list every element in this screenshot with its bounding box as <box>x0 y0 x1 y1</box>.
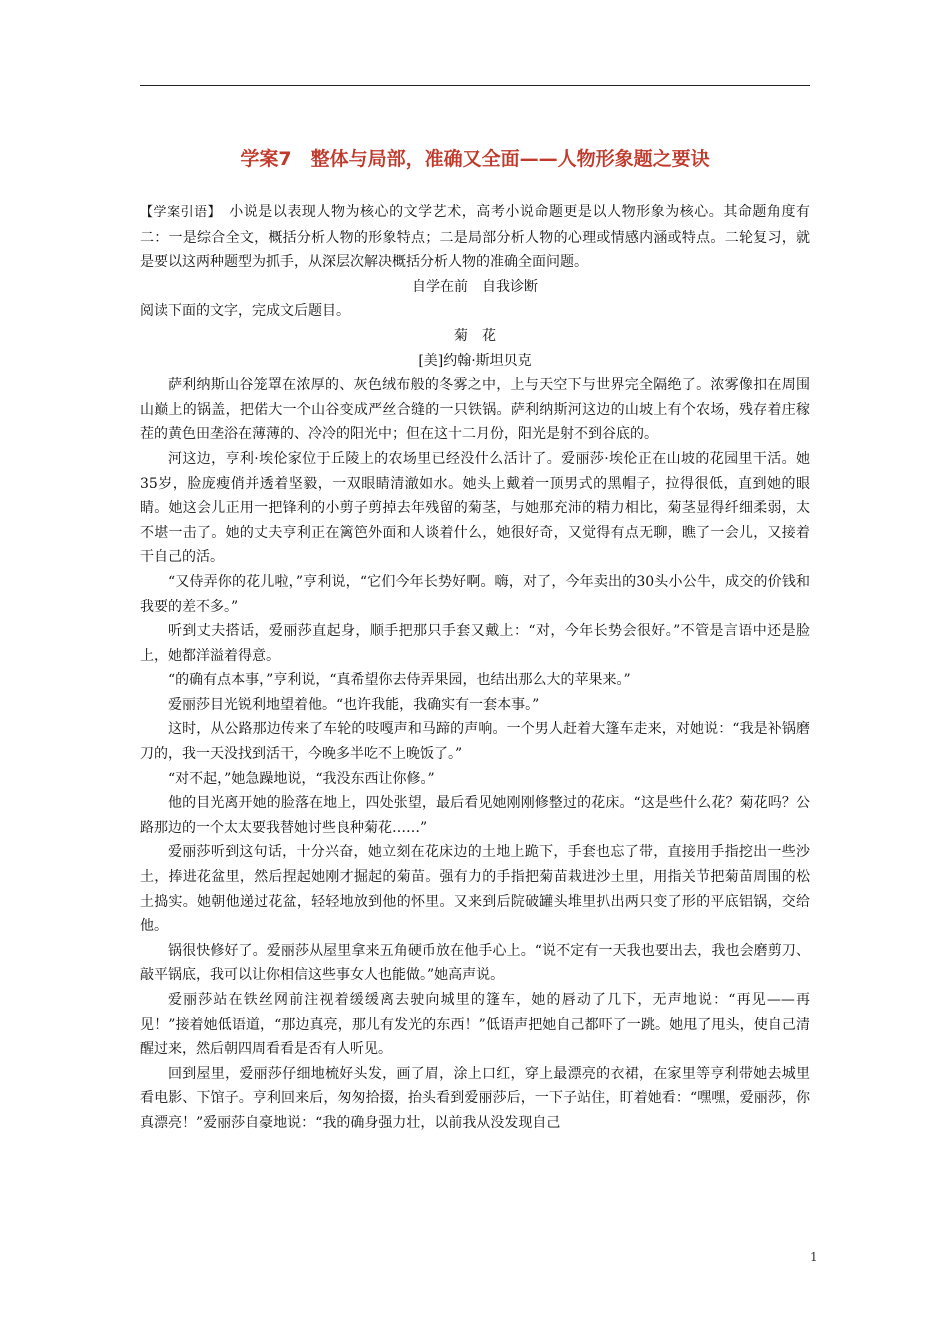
story-paragraph: “对不起，”她急躁地说，“我没东西让你修。” <box>168 770 435 787</box>
story-paragraph: 河这边，亨利·埃伦家位于丘陵上的农场里已经没什么活计了。爱丽莎·埃伦正在山坡的花园里干活。她35岁，脸庞瘦俏并透着坚毅，一双眼睛清澈如水。她头上戴着一顶男式的黑帽子，拉得很低，直到她的眼睛。她这会儿正用一把锋利的小剪子剪掉去年残留的菊茎，与她那充沛的精力相比，菊茎显得纤细柔弱，太不堪一击了。她的丈夫亨利正在篱笆外面和人谈着什么，她很好奇，又觉得有点无聊，瞧了一会儿，又接着干自己的活。 <box>140 450 810 566</box>
intro-text: 小说是以表现人物为核心的文学艺术，高考小说命题更是以人物形象为核心。其命题角度有二：一是综合全文，概括分析人物的形象特点；二是局部分析人物的心理或情感内涵或特点。二轮复习，就是要以这两种题型为抓手，从深层次解决概括分析人物的准确全面问题。 <box>140 204 810 271</box>
story-paragraph: 爱丽莎听到这句话，十分兴奋，她立刻在花床边的土地上跪下，手套也忘了带，直接用手指挖出一些沙土，捧进花盆里，然后捏起她刚才掘起的菊苗。强有力的手指把菊苗栽进沙土里，用指关节把菊苗周围的松土捣实。她朝他递过花盆，轻轻地放到他的怀里。又来到后院破罐头堆里扒出两只变了形的平底铝锅，交给他。 <box>140 844 810 935</box>
story-paragraph: 爱丽莎站在铁丝网前注视着缓缓离去驶向城里的篷车，她的唇动了几下，无声地说：“再见——再见！”接着她低语道，“那边真亮，那儿有发光的东西！”低语声把她自己都吓了一跳。她甩了甩头，使自己清醒过来，然后朝四周看看是否有人听见。 <box>140 992 810 1058</box>
story-paragraph: “又侍弄你的花儿啦，”亨利说，“它们今年长势好啊。嗨，对了，今年卖出的30头小公牛，成交的价钱和我要的差不多。” <box>140 573 810 615</box>
story-paragraph: 听到丈夫搭话，爱丽莎直起身，顺手把那只手套又戴上：“对，今年长势会很好。”不管是言语中还是脸上，她都洋溢着得意。 <box>140 623 810 664</box>
story-paragraph: 萨利纳斯山谷笼罩在浓厚的、灰色绒布般的冬雾之中，上与天空下与世界完全隔绝了。浓雾像扣在周围山巅上的锅盖，把偌大一个山谷变成严丝合缝的一只铁锅。萨利纳斯河这边的山坡上有个农场，残存着庄稼茬的黄色田垄浴在薄薄的、冷冷的阳光中；但在这十二月份，阳光是射不到谷底的。 <box>140 377 810 443</box>
story-paragraph: 他的目光离开她的脸落在地上，四处张望，最后看见她刚刚修整过的花床。“这是些什么花？菊花吗？公路那边的一个太太要我替她讨些良种菊花……” <box>140 795 810 836</box>
story-paragraph: 这时，从公路那边传来了车轮的吱嘎声和马蹄的声响。一个男人赶着大篷车走来，对她说：“我是补锅磨刀的，我一天没找到活干，今晚多半吃不上晚饭了。” <box>140 721 810 763</box>
page-number: 1 <box>810 1250 818 1264</box>
header-rule <box>140 85 810 86</box>
document-body <box>140 200 810 1136</box>
story-title: 菊 花 <box>454 327 496 344</box>
intro-label: 【学案引语】 <box>140 205 215 220</box>
section-heading: 自学在前 自我诊断 <box>412 278 538 295</box>
reading-instruction: 阅读下面的文字，完成文后题目。 <box>140 303 350 320</box>
story-paragraph: 回到屋里，爱丽莎仔细地梳好头发，画了眉，涂上口红，穿上最漂亮的衣裙，在家里等亨利带她去城里看电影、下馆子。亨利回来后，匆匆拾掇，抬头看到爱丽莎后，一下子站住，盯着她看：“嘿嘿，爱丽莎，你真漂亮！”爱丽莎自豪地说：“我的确身强力壮，以前我从没发现自己 <box>140 1065 810 1131</box>
lesson-title: 学案7 整体与局部，准确又全面——人物形象题之要诀 <box>240 148 710 170</box>
story-author: [美]约翰·斯坦贝克 <box>418 352 532 369</box>
intro-paragraph <box>140 200 810 275</box>
story-paragraph: 锅很快修好了。爱丽莎从屋里拿来五角硬币放在他手心上。“说不定有一天我也要出去，我也会磨剪刀、敲平锅底，我可以让你相信这些事女人也能做。”她高声说。 <box>140 942 810 984</box>
story-paragraph: “的确有点本事，”亨利说，“真希望你去侍弄果园，也结出那么大的苹果来。” <box>168 672 631 689</box>
story-paragraph: 爱丽莎目光锐利地望着他。“也许我能，我确实有一套本事。” <box>168 696 540 713</box>
